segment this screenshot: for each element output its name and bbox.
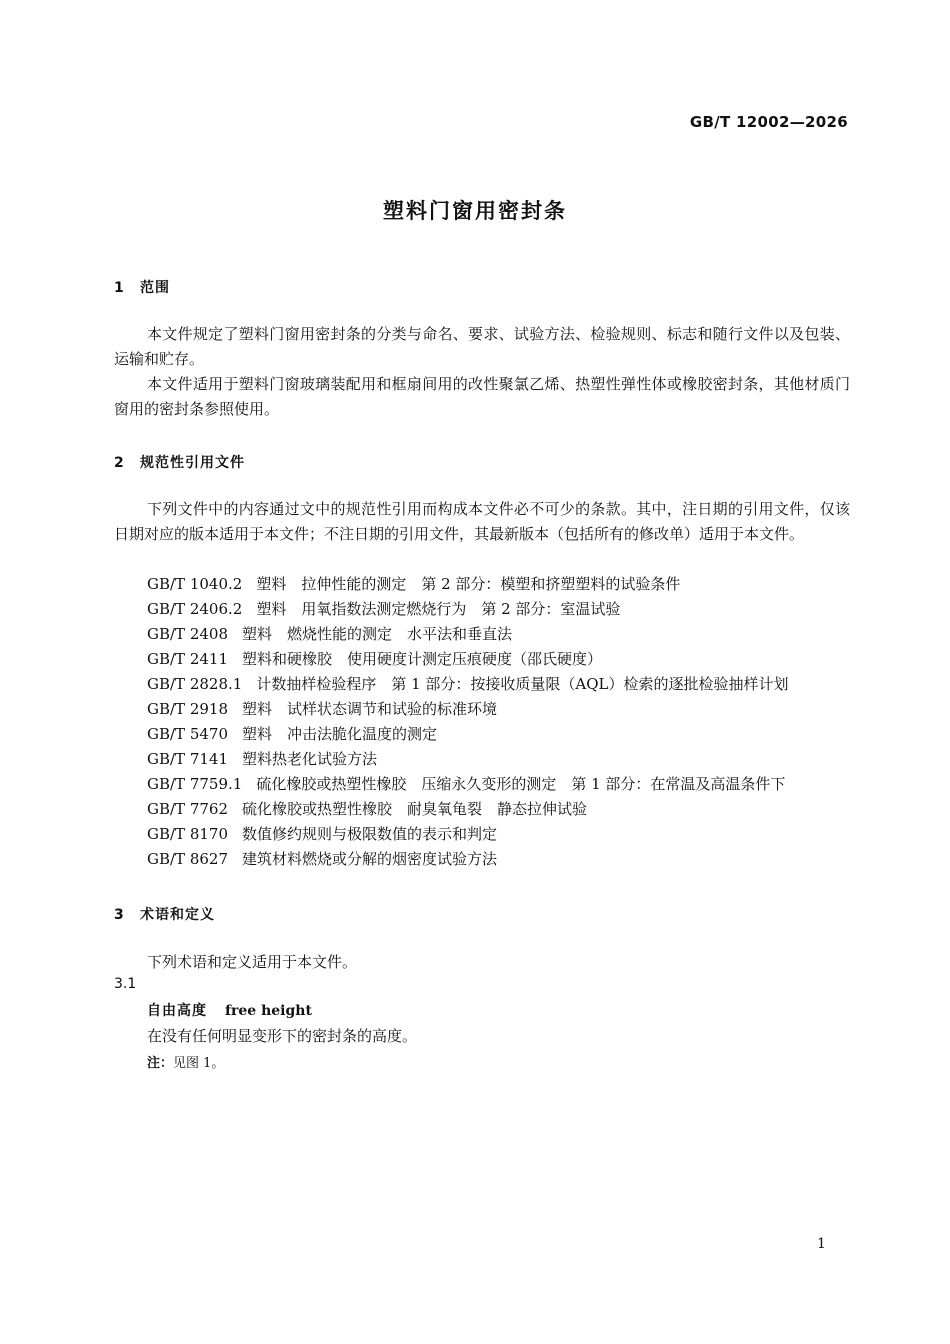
reference-title: 硫化橡胶或热塑性橡胶 耐臭氧龟裂 静态拉伸试验: [242, 800, 588, 818]
reference-title: 塑料 拉伸性能的测定 第 2 部分：模塑和挤塑塑料的试验条件: [256, 575, 681, 593]
section-3-heading: [114, 904, 215, 924]
section-number: 2: [114, 455, 125, 471]
list-item: [147, 672, 789, 697]
section-title: 规范性引用文件: [140, 455, 245, 471]
list-item: [147, 797, 789, 822]
note-label: 注：: [147, 1056, 174, 1071]
list-item: [147, 747, 789, 772]
list-item: [147, 597, 789, 622]
reference-code: GB/T 2918: [147, 700, 229, 718]
list-item: [147, 847, 789, 872]
document-title: 塑料门窗用密封条: [383, 199, 567, 223]
term-note: [147, 1052, 224, 1071]
section-number: 3: [114, 907, 125, 923]
reference-title: 数值修约规则与极限数值的表示和判定: [242, 825, 498, 843]
terms-intro: 下列术语和定义适用于本文件。: [147, 953, 358, 971]
list-item: [147, 697, 789, 722]
reference-code: GB/T 2828.1: [147, 675, 243, 693]
references-intro-paragraph: 下列文件中的内容通过文中的规范性引用而构成本文件必不可少的条款。其中，注日期的引用文件，仅该日期对应的版本适用于本文件；不注日期的引用文件，其最新版本（包括所有的修改单）适用于本文件。: [114, 500, 850, 543]
reference-title: 计数抽样检验程序 第 1 部分：按接收质量限（AQL）检索的逐批检验抽样计划: [256, 675, 789, 693]
section-title: 术语和定义: [140, 907, 215, 923]
section-number: 1: [114, 280, 125, 296]
list-item: [147, 722, 789, 747]
reference-title: 硫化橡胶或热塑性橡胶 压缩永久变形的测定 第 1 部分：在常温及高温条件下: [256, 775, 786, 793]
reference-code: GB/T 2408: [147, 625, 229, 643]
page-number: 1: [817, 1236, 826, 1252]
list-item: [147, 772, 789, 797]
reference-code: GB/T 7759.1: [147, 775, 243, 793]
list-item: [147, 822, 789, 847]
term-chinese: 自由高度: [147, 1003, 207, 1019]
reference-title: 塑料和硬橡胶 使用硬度计测定压痕硬度（邵氏硬度）: [242, 650, 603, 668]
list-item: [147, 572, 789, 597]
reference-code: GB/T 7141: [147, 750, 229, 768]
reference-title: 塑料 燃烧性能的测定 水平法和垂直法: [242, 625, 513, 643]
reference-code: GB/T 2406.2: [147, 600, 243, 618]
term-definition: 在没有任何明显变形下的密封条的高度。: [147, 1027, 418, 1045]
term-clause-number: 3.1: [114, 976, 137, 992]
term-entry: [147, 1000, 312, 1020]
reference-code: GB/T 8170: [147, 825, 229, 843]
list-item: [147, 622, 789, 647]
reference-title: 塑料 冲击法脆化温度的测定: [242, 725, 438, 743]
reference-title: 建筑材料燃烧或分解的烟密度试验方法: [242, 850, 498, 868]
section-1-heading: [114, 277, 170, 297]
reference-title: 塑料 试样状态调节和试验的标准环境: [242, 700, 498, 718]
reference-title: 塑料 用氧指数法测定燃烧行为 第 2 部分：室温试验: [256, 600, 621, 618]
note-text: 见图 1。: [173, 1056, 225, 1071]
section-2-heading: [114, 452, 245, 472]
reference-code: GB/T 5470: [147, 725, 229, 743]
reference-code: GB/T 1040.2: [147, 575, 243, 593]
reference-title: 塑料热老化试验方法: [242, 750, 378, 768]
reference-list: [147, 572, 789, 872]
section-title: 范围: [140, 280, 170, 296]
scope-paragraph-1: 本文件规定了塑料门窗用密封条的分类与命名、要求、试验方法、检验规则、标志和随行文件以及包装、运输和贮存。: [114, 325, 850, 368]
scope-paragraph-2: 本文件适用于塑料门窗玻璃装配用和框扇间用的改性聚氯乙烯、热塑性弹性体或橡胶密封条，其他材质门窗用的密封条参照使用。: [114, 375, 850, 418]
standard-code: GB/T 12002—2026: [689, 113, 848, 131]
term-english: free height: [225, 1003, 312, 1019]
reference-code: GB/T 2411: [147, 650, 229, 668]
list-item: [147, 647, 789, 672]
reference-code: GB/T 7762: [147, 800, 229, 818]
reference-code: GB/T 8627: [147, 850, 229, 868]
